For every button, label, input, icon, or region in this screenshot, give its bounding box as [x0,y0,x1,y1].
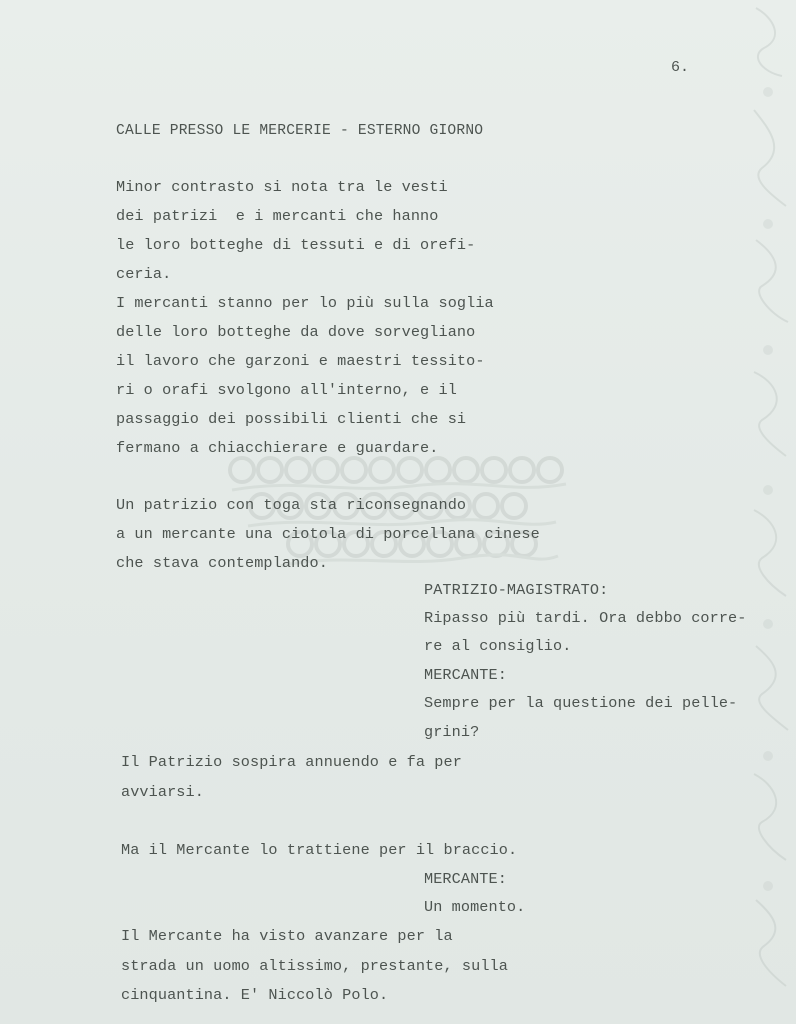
action-1-line-2: dei patrizi e i mercanti che hanno [116,207,439,225]
scene-heading: CALLE PRESSO LE MERCERIE - ESTERNO GIORNO [116,123,484,139]
action-5-line-2: strada un uomo altissimo, prestante, sulla [121,957,508,975]
action-4-line-1: Ma il Mercante lo trattiene per il braccio. [121,841,518,859]
action-3-line-1: Il Patrizio sospira annuendo e fa per [121,753,462,771]
action-5-line-1: Il Mercante ha visto avanzare per la [121,927,453,945]
dialogue-2-character: MERCANTE: [424,666,507,684]
page-number: 6. [671,59,690,76]
dialogue-1-line-1: Ripasso più tardi. Ora debbo corre- [424,609,747,627]
dialogue-2-line-2: grini? [424,723,480,741]
action-1-line-10: fermano a chiacchierare e guardare. [116,439,439,457]
action-1-line-8: ri o orafi svolgono all'interno, e il [116,381,457,399]
dialogue-3-line-1: Un momento. [424,898,526,916]
dialogue-3-character: MERCANTE: [424,870,507,888]
action-1-line-6: delle loro botteghe da dove sorvegliano [116,323,476,341]
action-3-line-2: avviarsi. [121,783,204,801]
action-1-line-4: ceria. [116,265,172,283]
dialogue-1-line-2: re al consiglio. [424,637,572,655]
dialogue-2-line-1: Sempre per la questione dei pelle- [424,694,738,712]
action-2-line-3: che stava contemplando. [116,554,328,572]
action-1-line-5: I mercanti stanno per lo più sulla soglia [116,294,494,312]
action-2-line-1: Un patrizio con toga sta riconsegnando [116,496,467,514]
action-1-line-7: il lavoro che garzoni e maestri tessito- [116,352,485,370]
action-1-line-1: Minor contrasto si nota tra le vesti [116,178,448,196]
action-1-line-9: passaggio dei possibili clienti che si [116,410,467,428]
dialogue-1-character: PATRIZIO-MAGISTRATO: [424,581,609,599]
action-1-line-3: le loro botteghe di tessuti e di orefi- [116,236,476,254]
edge-watermark [744,0,796,1024]
action-2-line-2: a un mercante una ciotola di porcellana cinese [116,525,540,543]
action-5-line-3: cinquantina. E' Niccolò Polo. [121,986,389,1004]
